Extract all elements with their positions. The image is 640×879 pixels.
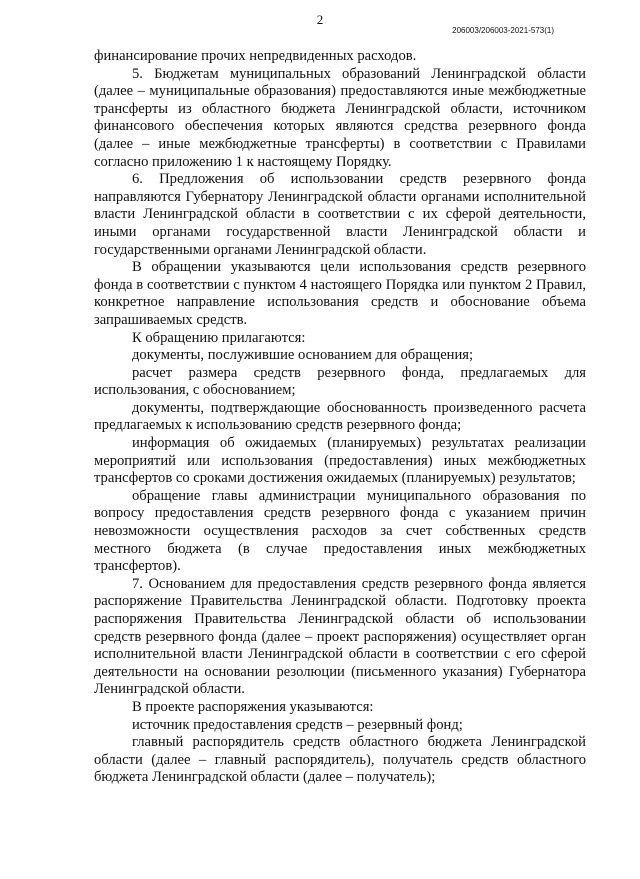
- list-item: источник предоставления средств – резервный фонд;: [132, 716, 463, 733]
- list-item: расчет размера средств резервного фонда, предлагаемых для использования, с обоснованием;: [94, 364, 586, 399]
- paragraph: К обращению прилагаются:: [132, 329, 306, 346]
- page-number: 2: [316, 12, 324, 27]
- list-item: информация об ожидаемых (планируемых) результатах реализации мероприятий или использования (предоставления) иных межбюджетных трансфертов со сроками достижения ожидаемых (планируемых) результатов;: [94, 435, 586, 487]
- paragraph: В проекте распоряжения указываются:: [132, 698, 374, 715]
- paragraph: 5. Бюджетам муниципальных образований Ленинградской области (далее – муниципальные образования) предоставляются иные межбюджетные трансферты из областного бюджета Ленинградской области, источником финансового обеспечения которых являются средства резервного фонда (далее – иные межбюджетные трансферты) в соответствии с Правилами согласно приложению 1 к настоящему Порядку.: [94, 65, 586, 170]
- list-item: обращение главы администрации муниципального образования по вопросу предоставления средств резервного фонда с указанием причин невозможности осуществления расходов за счет собственных средств местного бюджета (в случае предоставления иных межбюджетных трансфертов).: [94, 487, 586, 575]
- list-item: главный распорядитель средств областного бюджета Ленинградской области (далее – главный распорядитель), получатель средств областного бюджета Ленинградской области (далее – получатель);: [94, 734, 586, 786]
- list-item: документы, послужившие основанием для обращения;: [132, 347, 474, 364]
- list-item: документы, подтверждающие обоснованность произведенного расчета предлагаемых к использованию средств резервного фонда;: [94, 399, 586, 434]
- paragraph: финансирование прочих непредвиденных расходов.: [94, 48, 417, 64]
- paragraph: В обращении указываются цели использования средств резервного фонда в соответствии с пунктом 4 настоящего Порядка или пунктом 2 Правил, конкретное направление использования средств и обоснование объема запрашиваемых средств.: [94, 259, 586, 328]
- document-body: [94, 48, 586, 787]
- paragraph: 6. Предложения об использовании средств резервного фонда направляются Губернатору Ленинградской области органами исполнительной власти Ленинградской области в соответствии с их сферой деятельности, иными органами государственной власти Ленинградской области и государственными органами Ленинградской области.: [94, 171, 586, 258]
- paragraph: 7. Основанием для предоставления средств резервного фонда является распоряжение Правительства Ленинградской области. Подготовку проекта распоряжения Правительства Ленинградской области об использовании средств резервного фонда (далее – проект распоряжения) осуществляет орган исполнительной власти Ленинградской области в соответствии с его сферой деятельности на основании резолюции (письменного указания) Губернатора Ленинградской области.: [94, 575, 586, 698]
- document-code: 206003/206003-2021-573(1): [452, 26, 554, 35]
